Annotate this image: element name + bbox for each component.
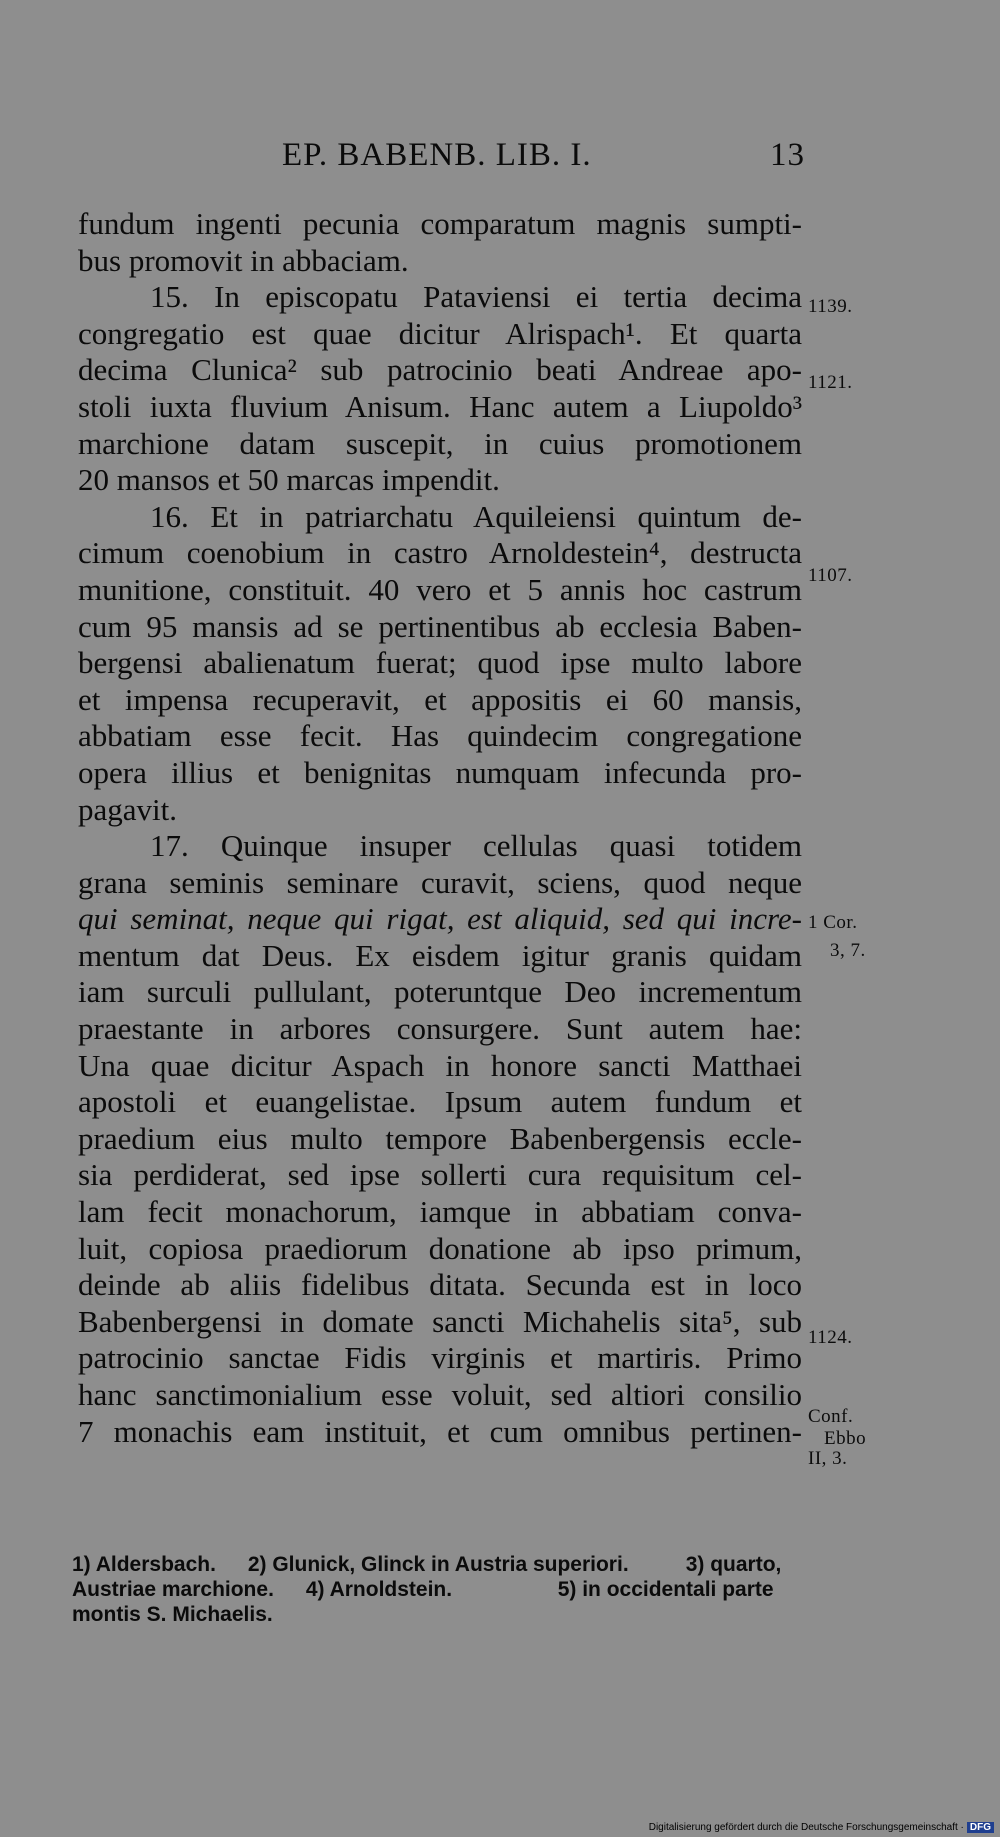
text-line: deinde ab aliis fidelibus ditata. Secunda est in loco — [78, 1267, 802, 1303]
footnote: Austriae marchione. — [72, 1578, 274, 1601]
text-line: 15. In episcopatu Pataviensi ei tertia decima — [150, 279, 802, 315]
footnotes — [72, 1552, 800, 1627]
text-line: bergensi abalienatum fuerat; quod ipse multo labore — [78, 645, 802, 681]
margin-reference: Conf. — [808, 1406, 854, 1427]
credit-text: Digitalisierung gefördert durch die Deutsche Forschungsgemeinschaft · — [648, 1822, 964, 1833]
text-line: bus promovit in abbaciam. — [78, 242, 409, 278]
text-line: marchione datam suscepit, in cuius promotionem — [78, 425, 802, 461]
footnote: 3) quarto, — [685, 1553, 782, 1576]
text-line: Babenbergensi in domate sancti Michahelis sita⁵, sub — [78, 1303, 802, 1339]
text-line: 20 mansos et 50 marcas impendit. — [78, 462, 500, 498]
text-line: cimum coenobium in castro Arnoldestein⁴, destructa — [78, 535, 802, 571]
text-line: sia perdiderat, sed ipse sollerti cura requisitum cel- — [78, 1157, 802, 1193]
text-line: luit, copiosa praediorum donatione ab ipso primum, — [78, 1230, 802, 1266]
text-line: munitione, constituit. 40 vero et 5 annis hoc castrum — [78, 571, 802, 607]
digitization-credit — [649, 1822, 994, 1833]
text-line: patrocinio sanctae Fidis virginis et martiris. Primo — [78, 1340, 802, 1376]
text-line: 7 monachis eam instituit, et cum omnibus pertinen- — [78, 1413, 802, 1449]
margin-reference: 1 Cor. — [808, 912, 858, 933]
page-number: 13 — [770, 137, 805, 173]
text-line: abbatiam esse fecit. Has quindecim congregatione — [78, 718, 802, 754]
text-line: Una quae dicitur Aspach in honore sancti Matthaei — [78, 1047, 802, 1083]
margin-reference: Ebbo — [824, 1428, 867, 1449]
text-line: hanc sanctimonialium esse voluit, sed altiori consilio — [78, 1377, 802, 1412]
footnote: 4) Arnoldstein. — [305, 1578, 453, 1601]
footnote-line — [72, 1552, 800, 1577]
dfg-logo: DFG — [967, 1822, 994, 1833]
text-line: fundum ingenti pecunia comparatum magnis sumpti- — [78, 206, 802, 241]
text-line: lam fecit monachorum, iamque in abbatiam conva- — [78, 1194, 802, 1230]
footnote: montis S. Michaelis. — [72, 1603, 273, 1626]
text-line: cum 95 mansis ad se pertinentibus ab ecclesia Baben- — [78, 608, 802, 644]
text-line: praestante in arbores consurgere. Sunt autem hae: — [78, 1011, 802, 1047]
text-line: congregatio est quae dicitur Alrispach¹. Et quarta — [78, 315, 802, 351]
footnote: 5) in occidentali parte — [557, 1578, 774, 1601]
margin-year: 1121. — [808, 372, 853, 393]
margin-year: 1124. — [808, 1327, 853, 1348]
text-line: opera illius et benignitas numquam infecunda pro- — [78, 754, 802, 790]
text-line: mentum dat Deus. Ex eisdem igitur granis quidam — [78, 937, 802, 973]
text-line: 17. Quinque insuper cellulas quasi totidem — [150, 828, 802, 864]
footnote: 1) Aldersbach. — [72, 1553, 216, 1576]
footnote: 2) Glunick, Glinck in Austria superiori. — [247, 1553, 629, 1576]
italic-quote: qui seminat, neque qui rigat, est aliquid, sed qui incre- — [78, 901, 802, 937]
footnote-line — [72, 1602, 800, 1627]
text-line: pagavit. — [78, 791, 177, 827]
text-line-italic — [78, 901, 802, 938]
margin-reference: II, 3. — [808, 1448, 848, 1469]
text-line: iam surculi pullulant, poteruntque Deo incrementum — [78, 974, 802, 1010]
main-text — [78, 206, 802, 1450]
text-line: decima Clunica² sub patrocinio beati Andreae apo- — [78, 352, 802, 388]
margin-year: 1107. — [808, 565, 853, 586]
text-line: stoli iuxta fluvium Anisum. Hanc autem a Liupoldo³ — [78, 388, 802, 424]
running-title: EP. BABENB. LIB. I. — [282, 137, 592, 173]
text-line: apostoli et euangelistae. Ipsum autem fundum et — [78, 1084, 802, 1120]
text-line: et impensa recuperavit, et appositis ei 60 mansis, — [78, 681, 802, 717]
text-line: grana seminis seminare curavit, sciens, quod neque — [78, 864, 802, 900]
footnote-line — [72, 1577, 800, 1602]
margin-year: 1139. — [808, 296, 853, 317]
margin-reference: 3, 7. — [830, 940, 866, 961]
text-line: 16. Et in patriarchatu Aquileiensi quintum de- — [150, 498, 802, 534]
running-header — [0, 137, 1000, 177]
text-line: praedium eius multo tempore Babenbergensis eccle- — [78, 1120, 802, 1156]
